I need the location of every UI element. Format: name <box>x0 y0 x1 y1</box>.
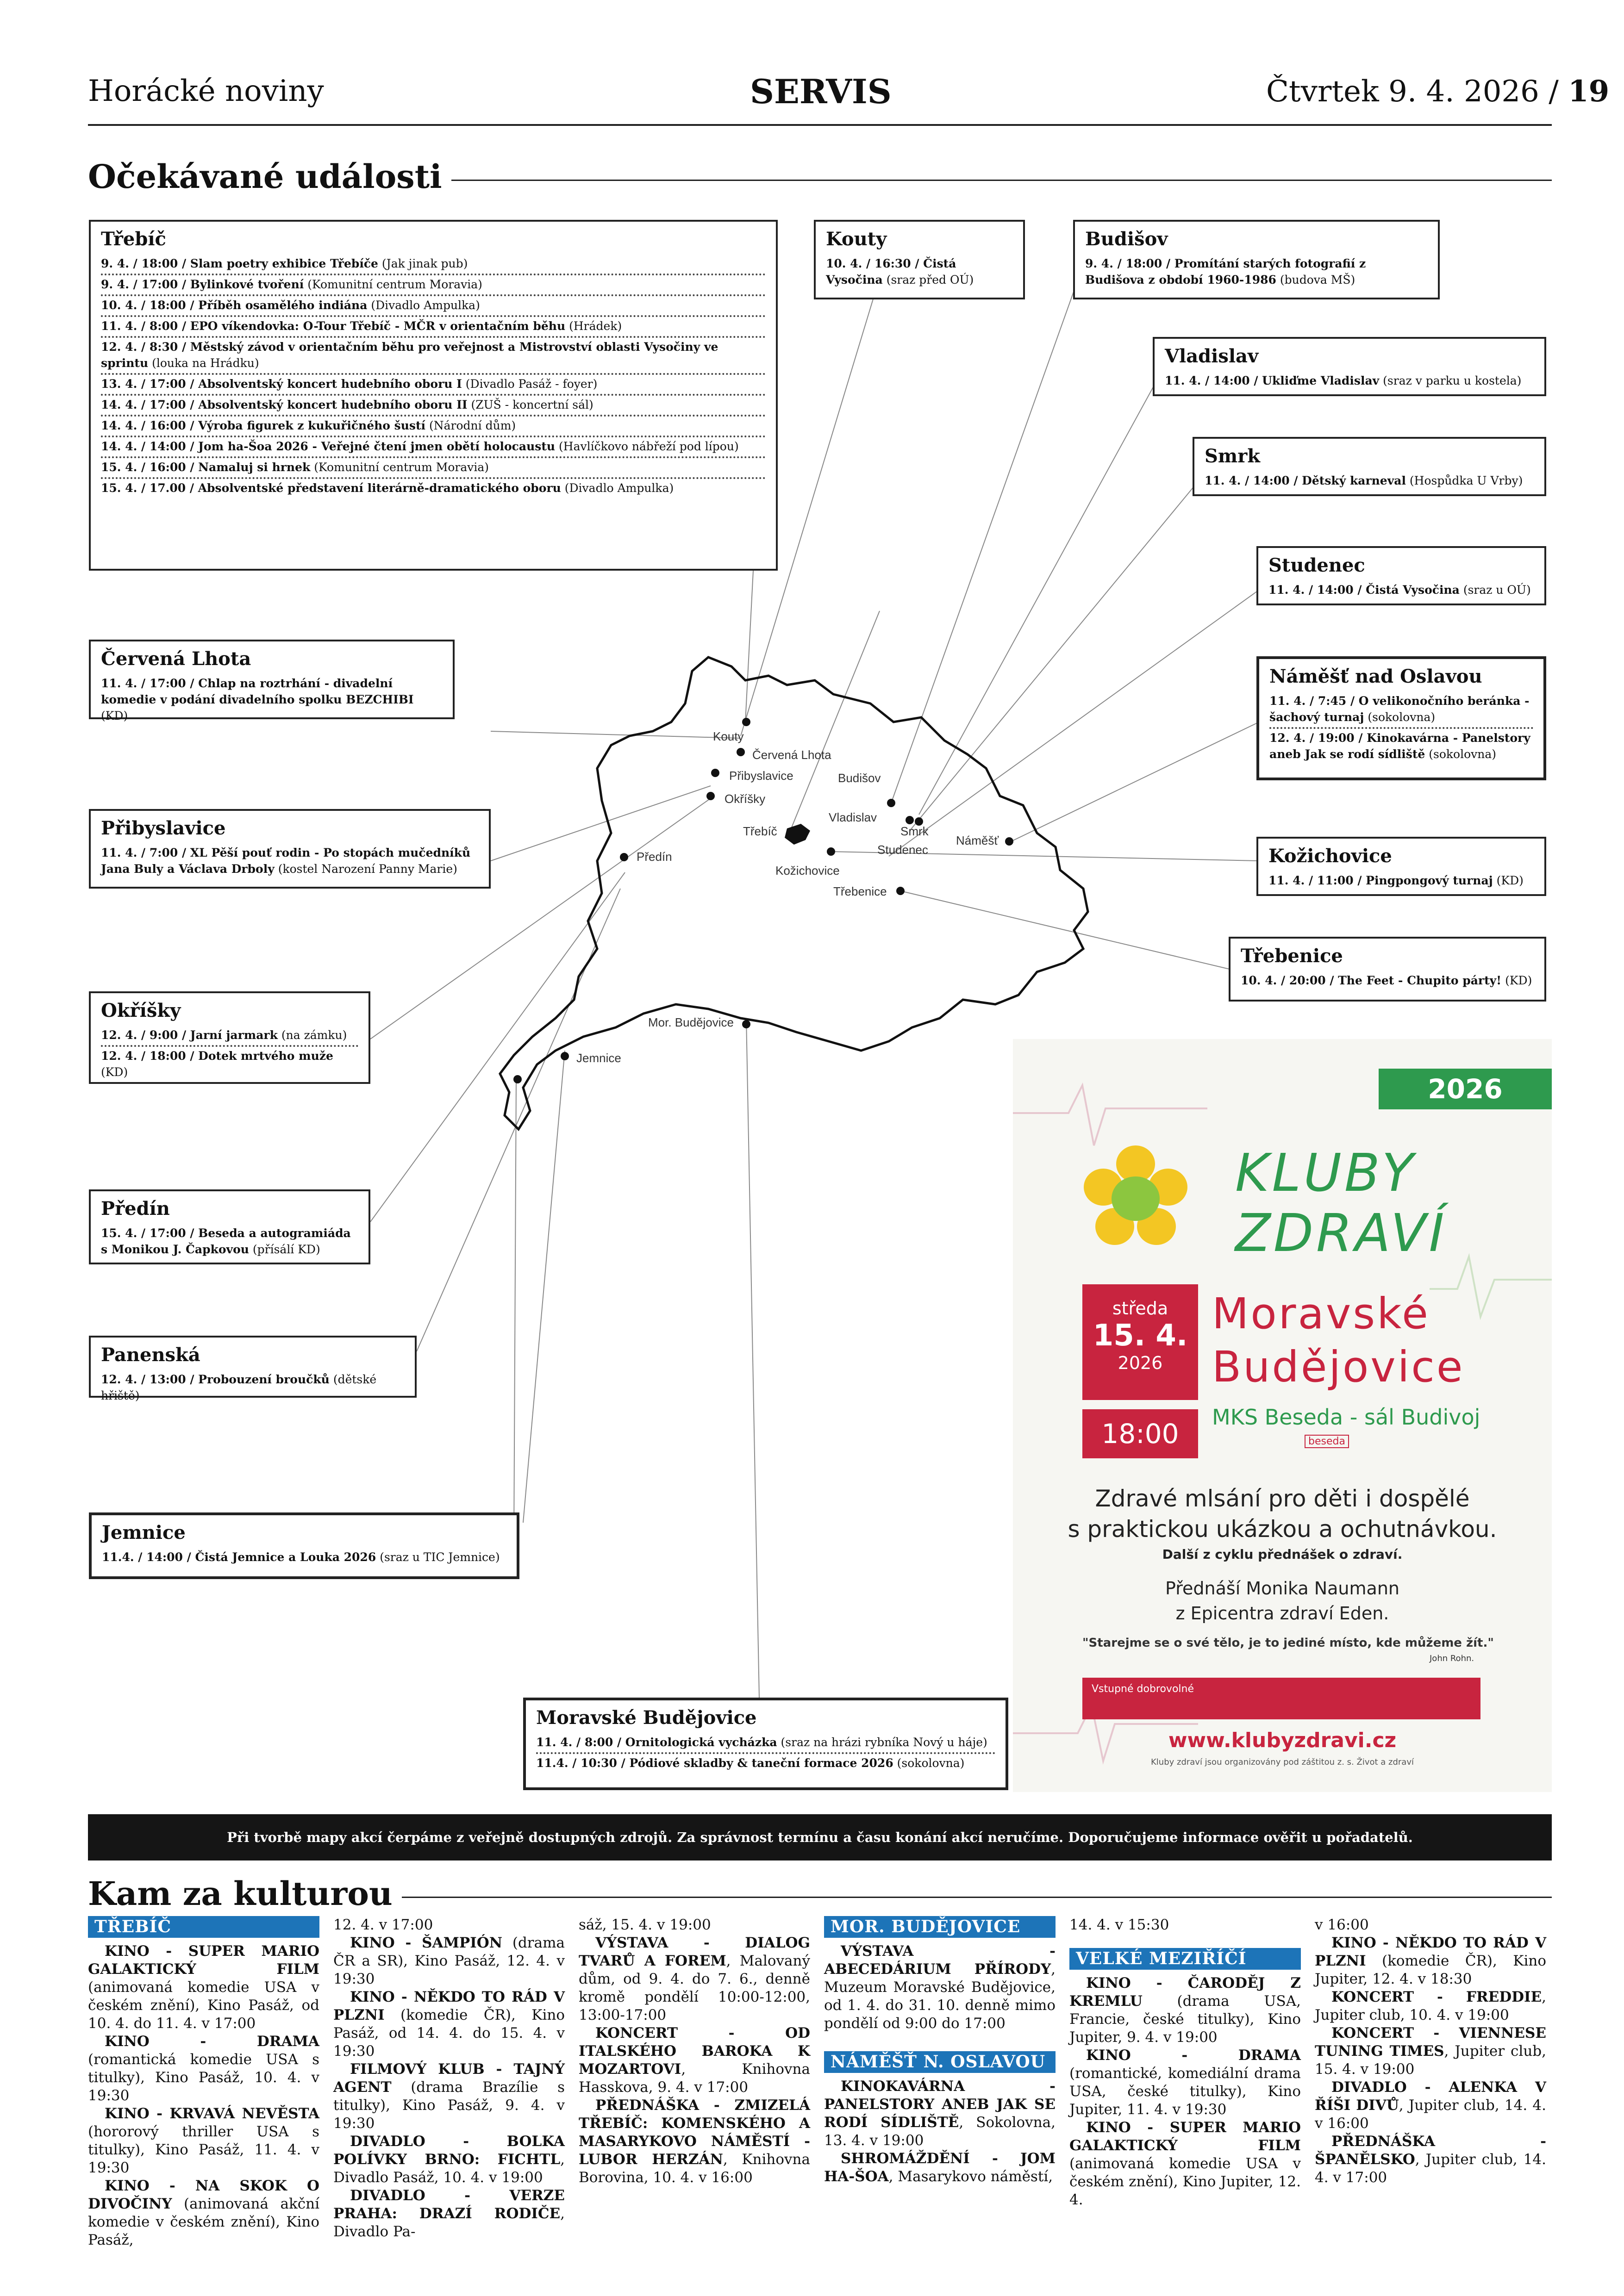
culture-item-title: FILMOVÝ KLUB - TAJNÝ AGENT <box>333 2061 565 2096</box>
event-row <box>101 1047 358 1082</box>
event-row <box>1085 255 1428 290</box>
ad-year-badge: 2026 <box>1379 1069 1552 1109</box>
ad-venue-logo: beseda <box>1305 1435 1349 1448</box>
event-row <box>101 844 479 879</box>
event-desc: 11. 4. / 14:00 / Ukliďme Vladislav <box>1165 374 1380 387</box>
ad-date-year: 2026 <box>1118 1353 1163 1373</box>
culture-heading: Kam za kulturou <box>88 1874 402 1913</box>
event-place: (sokolovna) <box>1368 710 1436 724</box>
events-box-kouty <box>814 220 1025 299</box>
box-title: Kožichovice <box>1268 845 1392 867</box>
event-place: (Hospůdka U Vrby) <box>1409 474 1523 487</box>
disclaimer-bar: Při tvorbě mapy akcí čerpáme z veřejně dostupných zdrojů. Za správnost termínu a času konání akcí neručíme. Doporučujeme informace ověřit u pořadatelů. <box>88 1814 1552 1860</box>
box-title: Kouty <box>826 228 887 250</box>
map-label-kozichovice: Kožichovice <box>775 864 840 877</box>
event-desc: 12. 4. / 19:00 / Kinokavárna - Panelstory aneb Jak se rodí sídliště <box>1269 731 1530 761</box>
event-place: (Havlíčkovo nábřeží pod lípou) <box>559 440 739 453</box>
culture-item-title: DIVADLO - ALENKA V ŘÍŠI DIVŮ <box>1315 2079 1546 2114</box>
newspaper-name: Horácké noviny <box>88 74 324 108</box>
culture-item-detail: , Malovaný dům, od 9. 4. do 7. 6., denně kromě pondělí 10:00-12:00, 13:00-17:00 <box>579 1953 811 2023</box>
event-row <box>1269 692 1533 729</box>
culture-item-title: KINO - DRAMA <box>105 2033 319 2050</box>
culture-item-detail: (drama Brazílie s titulky), Kino Pasáž, 9. 4. v 19:30 <box>333 2079 565 2132</box>
events-box-okrisky <box>89 991 370 1084</box>
event-row <box>101 479 766 498</box>
event-desc: 15. 4. / 16:00 / Namaluj si hrnek <box>101 460 311 474</box>
box-title: Předín <box>101 1198 170 1220</box>
culture-item-title: KINOKAVÁRNA - PANELSTORY ANEB JAK SE RODÍ SÍDLIŠTĚ <box>824 2078 1056 2131</box>
event-place: (na zámku) <box>281 1028 347 1042</box>
culture-item-title: KINO - KRVAVÁ NEVĚSTA <box>105 2105 319 2122</box>
event-place: (louka na Hrádku) <box>152 356 259 370</box>
event-row <box>1269 729 1533 764</box>
culture-item-title: KINO - DRAMA <box>1086 2047 1301 2064</box>
event-row <box>101 458 766 479</box>
events-box-trebenice <box>1229 937 1546 1002</box>
culture-item-detail: (animovaná komedie USA v českém znění), Kino Jupiter, 12. 4. <box>1069 2155 1301 2208</box>
event-desc: 15. 4. / 17.00 / Absolventské představení literárně-dramatického oboru <box>101 481 561 495</box>
event-desc: 11.4. / 10:30 / Pódiové skladby & taneční formace 2026 <box>536 1756 893 1770</box>
culture-continuation: 14. 4. v 15:30 <box>1069 1916 1169 1933</box>
event-row <box>1165 372 1534 391</box>
event-place: (budova MŠ) <box>1280 273 1355 286</box>
culture-item-detail: , Masarykovo náměstí, <box>888 2168 1053 2185</box>
culture-town-velke-mezirici: VELKÉ MEZIŘÍČÍ <box>1069 1948 1301 1970</box>
event-row <box>101 396 766 417</box>
event-desc: 12. 4. / 13:00 / Probouzení broučků <box>101 1373 330 1386</box>
map-label-vladislav: Vladislav <box>829 810 877 824</box>
box-title: Třebíč <box>101 228 166 250</box>
event-row <box>101 417 766 437</box>
event-place: (sraz na hrázi rybníka Nový u háje) <box>781 1736 987 1749</box>
events-box-pribyslavice <box>89 809 491 889</box>
culture-item-title: SHROMÁŽDĚNÍ - JOM HA-ŠOA <box>824 2150 1056 2185</box>
events-box-predin <box>89 1189 370 1264</box>
event-desc: 11. 4. / 14:00 / Čistá Vysočina <box>1268 583 1460 597</box>
event-desc: 11.4. / 14:00 / Čistá Jemnice a Louka 2026 <box>102 1550 376 1564</box>
event-row <box>101 255 766 275</box>
event-place: (Národní dům) <box>429 419 516 432</box>
events-box-kozichovice <box>1256 837 1546 896</box>
event-desc: 14. 4. / 17:00 / Absolventský koncert hudebního oboru II <box>101 398 468 411</box>
culture-item-title: KINO - ŠAMPIÓN <box>350 1935 503 1951</box>
event-place: (KD) <box>101 709 128 722</box>
event-row <box>101 296 766 317</box>
map-label-studenec: Studenec <box>877 843 928 857</box>
culture-item-title: KINO - ČARODĚJ Z KREMLU <box>1069 1975 1301 2010</box>
event-desc: 12. 4. / 8:30 / Městský závod v orientačním běhu pro veřejnost a Mistrovství oblasti Vysočiny ve sprintu <box>101 340 718 370</box>
event-place: (sraz u OÚ) <box>1463 583 1531 597</box>
event-place: (sraz v parku u kostela) <box>1383 374 1522 387</box>
event-row <box>101 375 766 396</box>
ad-city-line1: Moravské <box>1212 1289 1430 1338</box>
events-box-panenska <box>89 1336 417 1402</box>
culture-item-title: KINO - NA SKOK O DIVOČINY <box>88 2178 319 2212</box>
culture-item-detail: , Divadlo Pa- <box>333 2205 565 2240</box>
culture-item-title: VÝSTAVA - DIALOG TVARŮ A FOREM <box>579 1935 810 1969</box>
event-desc: 10. 4. / 16:30 / Čistá Vysočina <box>826 257 956 286</box>
box-title: Přibyslavice <box>101 817 226 839</box>
map-label-jemnice: Jemnice <box>576 1051 621 1065</box>
events-box-mor-budejovice <box>523 1698 1008 1790</box>
events-box-cervena-lhota <box>89 640 455 722</box>
event-desc: 11. 4. / 7:00 / XL Pěší pouť rodin - Po stopách mučedníků Jana Buly a Václava Drboly <box>101 846 471 876</box>
box-title: Jemnice <box>102 1522 186 1543</box>
culture-town-mor-budejovice: MOR. BUDĚJOVICE <box>824 1916 1056 1938</box>
event-row <box>101 437 766 458</box>
event-desc: 11. 4. / 7:45 / O velikonočního beránka - šachový turnaj <box>1269 694 1530 724</box>
event-row <box>101 338 766 375</box>
ad-day: středa <box>1112 1298 1168 1319</box>
date-text: Čtvrtek 9. 4. 2026 / <box>1266 75 1559 109</box>
culture-item-detail: , Knihovna Borovina, 10. 4. v 16:00 <box>579 2151 811 2186</box>
event-desc: 10. 4. / 18:00 / Příběh osamělého indiána <box>101 299 368 312</box>
map-label-namest: Náměšť <box>956 834 999 847</box>
culture-item-title: VÝSTAVA - ABECEDÁRIUM PŘÍRODY <box>824 1943 1056 1978</box>
event-row <box>101 317 766 338</box>
ad-quote: "Starejme se o své tělo, je to jediné místo, kde můžeme žít." <box>1082 1636 1494 1650</box>
event-row <box>101 275 766 296</box>
ad-footnote: Kluby zdraví jsou organizovány pod záštitou z. s. Život a zdraví <box>1150 1757 1414 1767</box>
culture-item-detail: (animovaná komedie USA v českém znění), Kino Pasáž, od 10. 4. do 11. 4. v 17:00 <box>88 1979 319 2032</box>
event-desc: 11. 4. / 11:00 / Pingpongový turnaj <box>1268 874 1493 887</box>
map-label-okrisky: Okříšky <box>725 792 766 806</box>
ad-time-badge: 18:00 <box>1082 1409 1198 1458</box>
event-place: (sokolovna) <box>1429 747 1497 761</box>
culture-item-title: PŘEDNÁŠKA - ZMIZELÁ TŘEBÍČ: KOMENSKÉHO A MASARYKOVO NÁMĚSTÍ - LUBOR HERZÁN <box>579 2097 810 2168</box>
box-title: Budišov <box>1085 228 1168 250</box>
event-place: (Divadlo Pasáž - foyer) <box>465 377 598 391</box>
event-place: (sokolovna) <box>897 1756 965 1770</box>
event-desc: 15. 4. / 17:00 / Beseda a autogramiáda s Monikou J. Čapkovou <box>101 1226 351 1256</box>
culture-item-title: KONCERT - VIENNESE TUNING TIMES <box>1315 2025 1546 2060</box>
culture-item-detail: , Knihovna Hasskova, 9. 4. v 17:00 <box>579 2061 810 2096</box>
event-desc: 13. 4. / 17:00 / Absolventský koncert hudebního oboru I <box>101 377 462 391</box>
section-title: SERVIS <box>750 72 892 111</box>
event-desc: 9. 4. / 18:00 / Promítání starých fotografií z Budišova z období 1960-1986 <box>1085 257 1366 286</box>
culture-item-title: DIVADLO - VERZE PRAHA: DRAZÍ RODIČE <box>333 2187 565 2222</box>
event-place: (dětské hřiště) <box>101 1373 377 1402</box>
event-row <box>536 1754 995 1773</box>
culture-continuation: 12. 4. v 17:00 <box>333 1916 433 1933</box>
culture-item-detail: , Muzeum Moravské Budějovice, od 1. 4. do 31. 10. denně mimo pondělí od 9:00 do 17:00 <box>824 1961 1056 2032</box>
event-place: (Divadlo Ampulka) <box>564 481 674 495</box>
box-title: Okříšky <box>101 1000 181 1021</box>
culture-item-detail: (romantické, komediální drama USA, české titulky), Kino Jupiter, 11. 4. v 19:30 <box>1069 2065 1301 2118</box>
event-row <box>1268 871 1534 890</box>
event-desc: 9. 4. / 18:00 / Slam poetry exhibice Třebíče <box>101 257 378 270</box>
culture-item-detail: (drama USA, Francie, české titulky), Kino Jupiter, 9. 4. v 19:00 <box>1069 1993 1301 2046</box>
box-title: Vladislav <box>1165 345 1259 367</box>
culture-item-detail: , Sokolovna, 13. 4. v 19:00 <box>824 2114 1056 2149</box>
event-desc: 12. 4. / 9:00 / Jarní jarmark <box>101 1028 278 1042</box>
culture-item-title: KONCERT - FREDDIE <box>1331 1989 1542 2005</box>
culture-town-namest: NÁMĚŠŤ N. OSLAVOU <box>824 2051 1056 2073</box>
box-title: Červená Lhota <box>101 648 251 670</box>
map-label-kouty: Kouty <box>713 729 744 743</box>
culture-item-detail: , Jupiter club, 10. 4. v 19:00 <box>1315 1989 1546 2023</box>
ad-venue: MKS Beseda - sál Budivoj <box>1212 1405 1480 1430</box>
map-label-pribyslavice: Přibyslavice <box>729 769 793 783</box>
event-place: (KD) <box>101 1065 128 1079</box>
culture-item-detail: , Jupiter club, 14. 4. v 16:00 <box>1315 2097 1546 2132</box>
events-box-smrk <box>1193 437 1546 496</box>
event-place: (ZUŠ - koncertní sál) <box>471 398 593 411</box>
culture-item-title: KINO - NĚKDO TO RÁD V PLZNI <box>1315 1935 1546 1969</box>
event-place: (KD) <box>1496 874 1524 887</box>
events-box-trebic <box>89 220 778 571</box>
box-title: Moravské Budějovice <box>536 1707 757 1729</box>
map-label-trebic: Třebíč <box>743 824 777 838</box>
event-place: (přísálí KD) <box>252 1243 320 1256</box>
map-label-mor-budejovice: Mor. Budějovice <box>648 1015 734 1029</box>
event-desc: 11. 4. / 8:00 / EPO víkendovka: O-Tour Třebíč - MČR v orientačním běhu <box>101 319 566 333</box>
event-desc: 11. 4. / 14:00 / Dětský karneval <box>1205 474 1406 487</box>
event-desc: 11. 4. / 8:00 / Ornitologická vycházka <box>536 1736 777 1749</box>
culture-item-title: KONCERT - OD ITALSKÉHO BAROKA K MOZARTOVI <box>579 2025 810 2078</box>
event-desc: 9. 4. / 17:00 / Bylinkové tvoření <box>101 278 304 291</box>
page-number: 19 <box>1568 74 1610 109</box>
event-place: (sraz u TIC Jemnice) <box>380 1550 500 1564</box>
culture-item-detail: , Jupiter club, 15. 4. v 19:00 <box>1315 2043 1546 2078</box>
ad-entry-bar: Vstupné dobrovolné <box>1082 1678 1480 1719</box>
ad-lead-line2: s praktickou ukázkou a ochutnávkou. <box>1068 1516 1497 1543</box>
events-box-studenec <box>1256 546 1546 605</box>
events-heading: Očekávané události <box>88 157 451 196</box>
culture-item-detail: (komedie ČR), Kino Jupiter, 12. 4. v 18:30 <box>1315 1953 1546 1987</box>
culture-item-title: KINO - SUPER MARIO GALAKTICKÝ FILM <box>1069 2119 1301 2154</box>
ad-quote-author: John Rohn. <box>1430 1654 1474 1663</box>
event-row <box>1268 581 1534 600</box>
event-desc: 14. 4. / 16:00 / Výroba figurek z kukuřičného šustí <box>101 419 426 432</box>
culture-continuation: v 16:00 <box>1315 1916 1369 1933</box>
event-row <box>102 1548 506 1567</box>
event-row <box>536 1733 995 1754</box>
culture-item-title: KINO - NĚKDO TO RÁD V PLZNI <box>333 1989 565 2023</box>
events-box-jemnice <box>89 1512 519 1579</box>
events-box-vladislav <box>1153 337 1546 396</box>
ad-website-link[interactable]: www.klubyzdravi.cz <box>1168 1729 1397 1752</box>
culture-item-detail: , Divadlo Pasáž, 10. 4. v 19:00 <box>333 2151 565 2186</box>
ad-speaker-line2: z Epicentra zdraví Eden. <box>1175 1603 1389 1624</box>
ad-date: 15. 4. <box>1093 1319 1188 1353</box>
culture-item-title: KINO - SUPER MARIO GALAKTICKÝ FILM <box>88 1943 319 1978</box>
event-place: (Komunitní centrum Moravia) <box>307 278 482 291</box>
ad-brand-line1: KLUBY <box>1235 1143 1417 1203</box>
map-label-trebenice: Třebenice <box>833 884 887 898</box>
map-label-budisov: Budišov <box>838 771 881 785</box>
event-row <box>1205 472 1534 491</box>
event-row <box>101 674 443 726</box>
event-desc: 10. 4. / 20:00 / The Feet - Chupito párty! <box>1241 974 1502 987</box>
culture-item-detail: (drama ČR a SR), Kino Pasáž, 12. 4. v 19:30 <box>333 1935 565 1987</box>
event-row <box>1241 971 1534 990</box>
event-place: (kostel Narození Panny Marie) <box>278 862 457 876</box>
event-desc: 12. 4. / 18:00 / Dotek mrtvého muže <box>101 1049 333 1063</box>
culture-town-trebic: TŘEBÍČ <box>88 1916 319 1938</box>
trebic-town-shape <box>785 824 810 845</box>
box-title: Smrk <box>1205 445 1260 467</box>
events-box-budisov <box>1073 220 1440 299</box>
ad-series: Další z cyklu přednášek o zdraví. <box>1162 1547 1403 1562</box>
ad-lead-line1: Zdravé mlsání pro děti i dospělé <box>1095 1485 1470 1512</box>
event-place: (Komunitní centrum Moravia) <box>314 460 489 474</box>
map-label-smrk: Smrk <box>900 824 929 838</box>
culture-item-title: PŘEDNÁŠKA - ŠPANĚLSKO <box>1315 2133 1546 2168</box>
event-place: (sraz před OÚ) <box>886 273 974 286</box>
culture-item-detail: (romantická komedie USA s titulky), Kino Pasáž, 10. 4. v 19:30 <box>88 2051 319 2104</box>
ad-speaker-line1: Přednáší Monika Naumann <box>1165 1578 1399 1599</box>
event-place: (Divadlo Ampulka) <box>371 299 480 312</box>
ad-brand-line2: ZDRAVÍ <box>1235 1203 1447 1263</box>
event-place: (Hrádek) <box>569 319 622 333</box>
box-title: Náměšť nad Oslavou <box>1269 666 1482 687</box>
event-desc: 14. 4. / 14:00 / Jom ha-Šoa 2026 - Veřejné čtení jmen obětí holocaustu <box>101 440 556 453</box>
culture-item-title: DIVADLO - BOLKA POLÍVKY BRNO: FICHTL <box>333 2133 565 2168</box>
culture-item-detail: (komedie ČR), Kino Pasáž, od 14. 4. do 15. 4. v 19:30 <box>333 2007 565 2060</box>
event-place: (KD) <box>1505 974 1532 987</box>
event-row <box>101 1370 405 1406</box>
event-row <box>101 1026 358 1047</box>
event-place: (Jak jinak pub) <box>381 257 468 270</box>
culture-continuation: sáž, 15. 4. v 19:00 <box>579 1916 711 1933</box>
box-title: Panenská <box>101 1344 200 1366</box>
event-row <box>826 255 1013 290</box>
culture-item-detail: (hororový thriller USA s titulky), Kino Pasáž, 11. 4. v 19:30 <box>88 2123 319 2176</box>
event-desc: 11. 4. / 17:00 / Chlap na roztrhání - divadelní komedie v podání divadelního spolku BEZCHIBI <box>101 677 414 706</box>
map-label-predin: Předín <box>637 850 672 864</box>
map-label-cervena-lhota: Červená Lhota <box>752 748 831 762</box>
culture-item-detail: (animovaná akční komedie v českém znění), Kino Pasáž, <box>88 2196 319 2248</box>
ad-city-line2: Budějovice <box>1212 1342 1465 1392</box>
box-title: Studenec <box>1268 554 1365 576</box>
event-row <box>101 1224 358 1259</box>
box-title: Třebenice <box>1241 945 1343 967</box>
culture-item-detail: , Jupiter club, 14. 4. v 17:00 <box>1315 2151 1546 2186</box>
events-box-namest <box>1256 656 1546 780</box>
